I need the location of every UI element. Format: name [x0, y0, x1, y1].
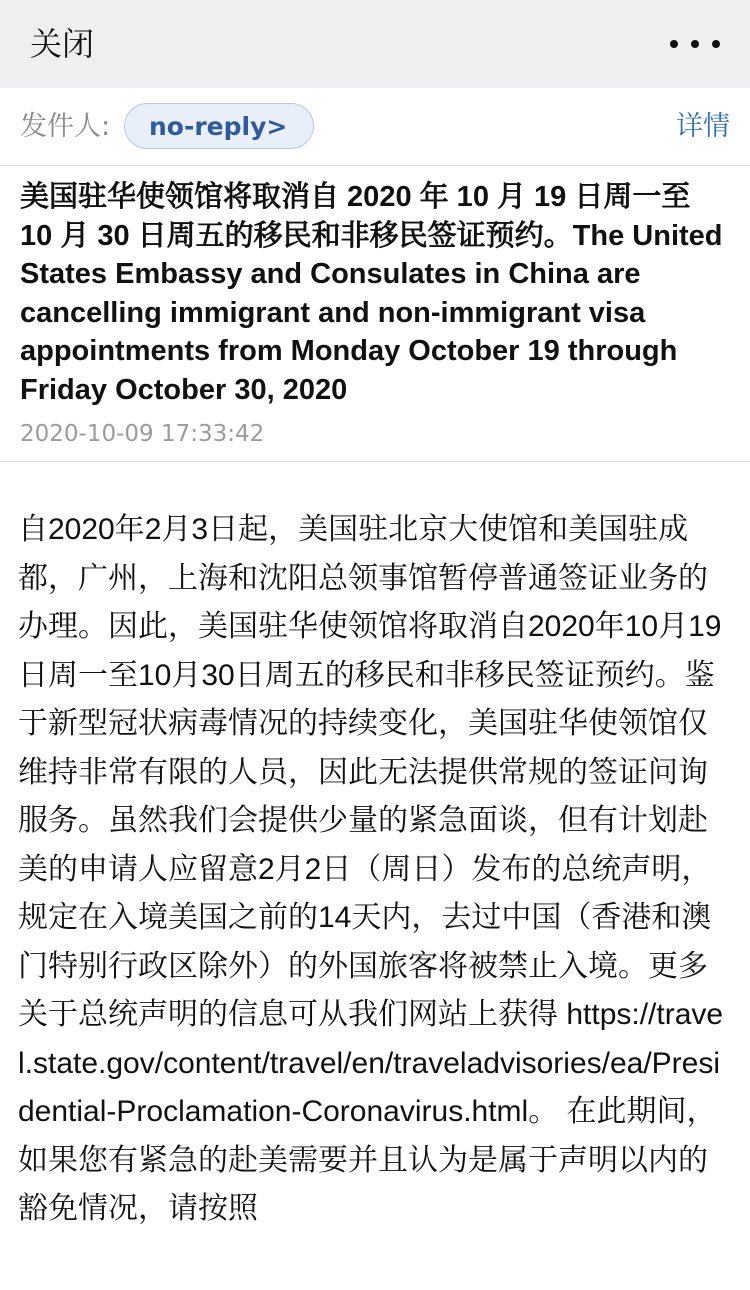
sender-label: 发件人: — [20, 111, 111, 142]
top-bar — [0, 0, 750, 88]
more-options-icon[interactable] — [670, 26, 720, 62]
more-dot — [712, 40, 720, 48]
more-dot — [691, 40, 699, 48]
email-body: 自2020年2月3日起，美国驻北京大使馆和美国驻成都，广州，上海和沈阳总领事馆暂停普通签证业务的办理。因此，美国驻华使领馆将取消自2020年10月19日周一至10月30日周五的移民和非移民签证预约。鉴于新型冠状病毒情况的持续变化，美国驻华使领馆仅维持非常有限的人员，因此无法提供常规的签证问询服务。虽然我们会提供少量的紧急面谈，但有计划赴美的申请人应留意2月2日（周日）发布的总统声明，规定在入境美国之前的14天内，去过中国（香港和澳门特别行政区除外）的外国旅客将被禁止入境。更多关于总统声明的信息可从我们网站上获得 https://travel.state.gov/content/travel/en/traveladvisories/ea/Presidential-Proclamation-Coronavirus.html。 在此期间，如果您有紧急的赴美需要并且认为是属于声明以内的豁免情况，请按照 — [18, 513, 724, 1225]
subject-block — [0, 166, 750, 462]
email-subject: 美国驻华使领馆将取消自 2020 年 10 月 19 日周一至 10 月 30 日周五的移民和非移民签证预约。The United States Embassy and Consulates in China are cancelling immigrant and non-immigrant visa appointments from Monday October 19 through Friday October 30, 2020 — [20, 181, 723, 406]
sender-chip[interactable]: no-reply> — [124, 103, 314, 149]
details-link[interactable]: 详情 — [676, 111, 730, 142]
close-button[interactable]: 关闭 — [30, 25, 95, 63]
sender-row — [0, 88, 750, 166]
email-timestamp: 2020-10-09 17:33:42 — [20, 421, 265, 447]
more-dot — [670, 40, 678, 48]
